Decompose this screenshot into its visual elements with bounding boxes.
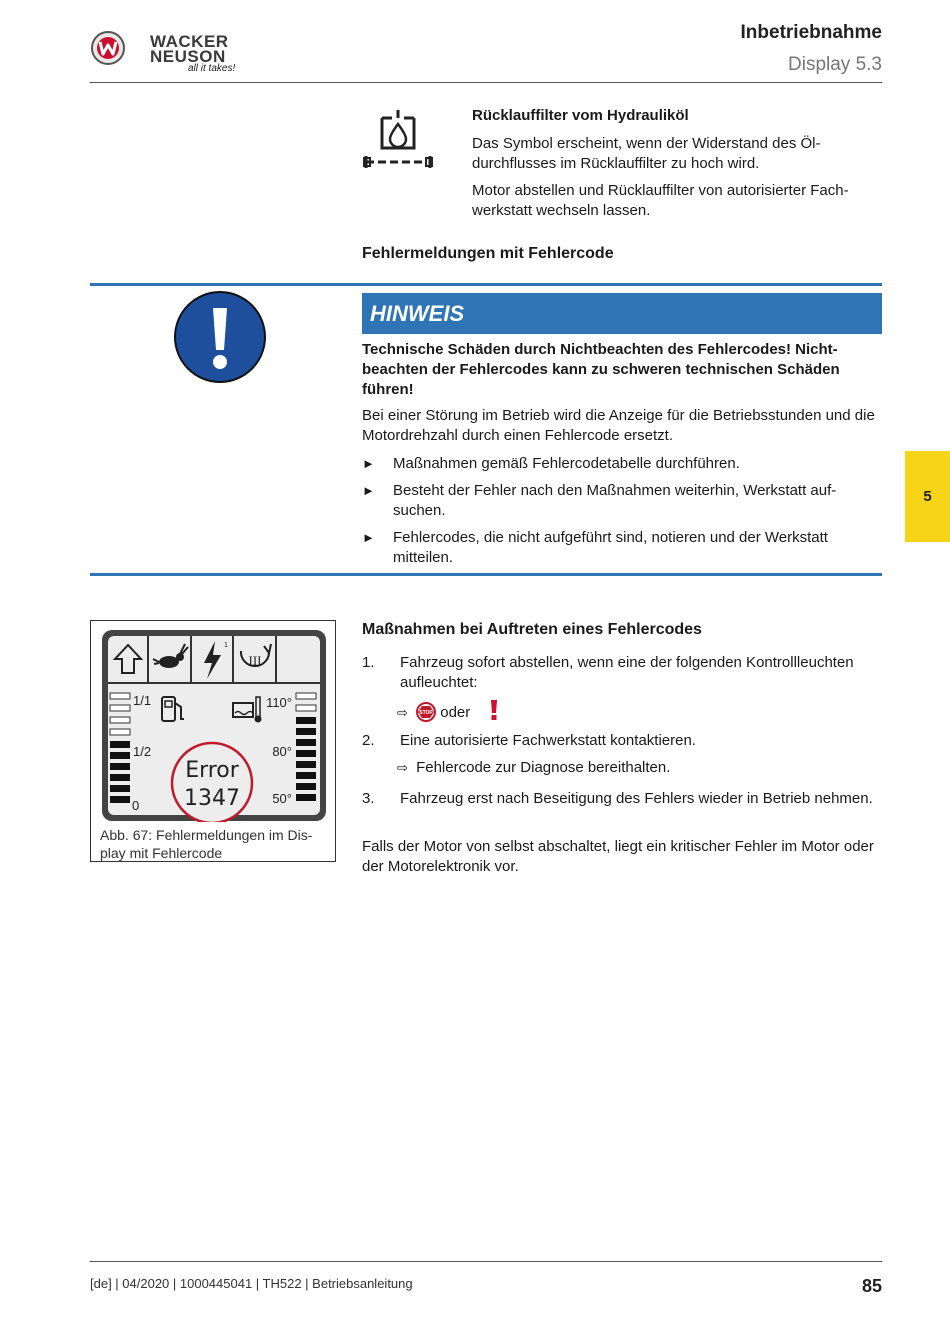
- error-word: Error: [185, 758, 239, 783]
- step-text: Eine autorisierte Fachwerkstatt kontaktieren.: [400, 732, 696, 749]
- svg-text:STOP: STOP: [419, 710, 433, 716]
- figure-caption: Abb. 67: Fehlermeldungen im Display mit Fehlercode: [100, 827, 313, 861]
- header-divider: [90, 82, 882, 83]
- step-substep: [397, 758, 670, 778]
- temp-label-top: 110°: [266, 695, 292, 710]
- notice-bottom-rule: [90, 573, 882, 576]
- chapter-number: 5: [923, 488, 932, 505]
- substep-text: Fehlercode zur Diagnose bereithalten.: [416, 759, 671, 776]
- bullet-text: Fehlercodes, die nicht aufgeführt sind, notieren und der Werkstatt mitteilen.: [393, 529, 828, 566]
- bullet-marker: ►: [362, 483, 375, 498]
- svg-text:1: 1: [224, 642, 228, 649]
- page-number: 85: [861, 1276, 882, 1296]
- hinweis-label: HINWEIS: [370, 301, 465, 326]
- svg-text:III: III: [248, 653, 262, 668]
- level-label-mid: 1/2: [133, 744, 152, 759]
- step-text: Fahrzeug sofort abstellen, wenn eine der folgenden Kontrollleuchten aufleuchtet:: [400, 654, 854, 691]
- measures-final-note: Falls der Motor von selbst abschaltet, liegt ein kritischer Fehler im Motor oder der Motorelektronik vor.: [362, 838, 874, 875]
- step-substep: [397, 699, 500, 723]
- hydraulic-return-filter-icon: [362, 108, 434, 172]
- level-bars-left: [110, 693, 130, 803]
- bullet-marker: ►: [362, 530, 375, 545]
- filter-title: Rücklauffilter vom Hydrauliköl: [472, 107, 689, 124]
- chapter-title: Inbetriebnahme: [740, 22, 882, 43]
- exclamation-warning-icon: [488, 699, 500, 721]
- mandatory-exclamation-icon: [173, 290, 267, 384]
- notice-warning: Technische Schäden durch Nichtbeachten des Fehlercodes! Nichtbeachten der Fehlercodes kann zu schweren technischen Schäden führen!: [362, 341, 840, 398]
- bullet-marker: ►: [362, 456, 375, 471]
- step-number: 3.: [362, 790, 375, 807]
- error-code: 1347: [184, 786, 240, 811]
- filter-instruction: Motor abstellen und Rücklauffilter von autorisierter Fachwerkstatt wechseln lassen.: [472, 182, 849, 219]
- bullet-text: Maßnahmen gemäß Fehlercodetabelle durchführen.: [393, 455, 740, 472]
- level-label-bottom: 0: [132, 798, 140, 813]
- bullet-text: Besteht der Fehler nach den Maßnahmen weiterhin, Werkstatt aufsuchen.: [393, 482, 837, 519]
- temp-label-mid: 80°: [272, 744, 292, 759]
- step-number: 1.: [362, 654, 375, 671]
- level-label-top: 1/1: [133, 693, 152, 708]
- chapter-tab: [905, 451, 950, 542]
- stop-warning-icon: [416, 702, 436, 722]
- display-error-figure: [101, 629, 327, 822]
- step-text: Fahrzeug erst nach Beseitigung des Fehlers wieder in Betrieb nehmen.: [400, 790, 873, 807]
- substep-text: oder: [440, 704, 471, 721]
- notice-top-rule: [90, 283, 882, 286]
- arrow-icon: ⇨: [397, 760, 408, 775]
- arrow-icon: ⇨: [397, 705, 408, 720]
- filter-description: Das Symbol erscheint, wenn der Widerstand des Öldurchflusses im Rücklauffilter zu hoch wird.: [472, 135, 821, 172]
- temp-label-bottom: 50°: [272, 791, 292, 806]
- brand-name: WACKER NEUSON: [150, 32, 229, 66]
- section-subtitle: Display 5.3: [788, 54, 882, 75]
- hinweis-banner: [362, 293, 882, 334]
- notice-text: Bei einer Störung im Betrieb wird die Anzeige für die Betriebsstunden und die Motordrehzahl durch einen Fehlercode ersetzt.: [362, 407, 875, 444]
- footer-info: [de] | 04/2020 | 1000445041 | TH522 | Betriebsanleitung: [90, 1276, 413, 1291]
- footer-divider: [90, 1261, 882, 1262]
- brand-slogan: all it takes!: [188, 63, 236, 74]
- measures-title: Maßnahmen bei Auftreten eines Fehlercodes: [362, 621, 702, 638]
- step-number: 2.: [362, 732, 375, 749]
- section-title: Fehlermeldungen mit Fehlercode: [362, 245, 614, 262]
